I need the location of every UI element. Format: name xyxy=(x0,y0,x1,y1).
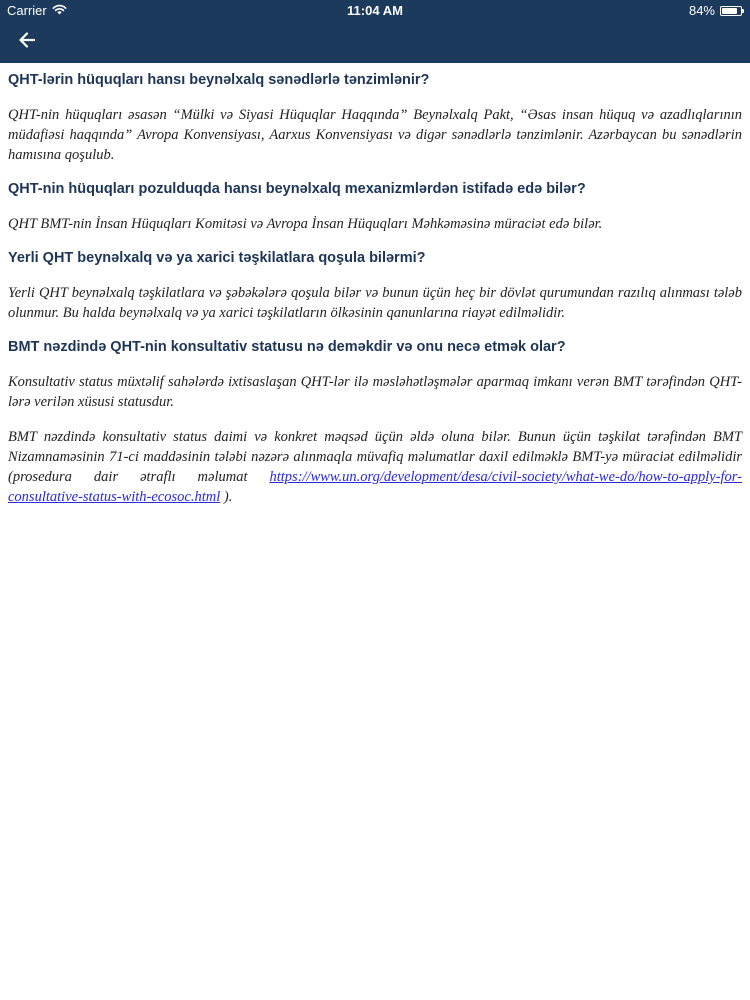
status-bar xyxy=(0,0,750,21)
faq-content xyxy=(8,63,742,521)
back-button[interactable] xyxy=(10,26,44,58)
question-heading: BMT nəzdində QHT-nin konsultativ statusu nə deməkdir və onu necə etmək olar? xyxy=(8,339,566,355)
question-heading: Yerli QHT beynəlxalq və ya xarici təşkilatlara qoşula bilərmi? xyxy=(8,250,426,266)
answer-text: QHT BMT-nin İnsan Hüquqları Komitəsi və Avropa İnsan Hüquqları Məhkəməsinə müraciət edə bilər. xyxy=(8,216,603,232)
battery-icon xyxy=(720,6,742,16)
answer-text-tail: ). xyxy=(220,489,233,505)
ecosoc-link[interactable]: https://www.un.org/development/desa/civil-society/what-we-do/how-to-apply-for-consultative-status-with-ecosoc.html xyxy=(8,469,742,505)
battery-level-fill xyxy=(722,8,737,14)
question-heading: QHT-nin hüquqları pozulduqda hansı beynəlxalq mexanizmlərdən istifadə edə bilər? xyxy=(8,181,586,197)
arrow-left-icon xyxy=(17,30,37,55)
carrier-label: Carrier xyxy=(7,3,47,18)
answer-text-with-link xyxy=(8,427,742,507)
battery-percent: 84% xyxy=(688,3,715,18)
battery-indicator xyxy=(689,3,742,18)
answer-text: Yerli QHT beynəlxalq təşkilatlara və şəbəkələrə qoşula bilər və bunun üçün heç bir dövlət qurumundan razılıq alınması tələb olunmur. Bu halda beynəlxalq və ya xarici təşkilatların ölkəsinin qanunlarına riayət edilməlidir. xyxy=(8,285,742,321)
navigation-bar xyxy=(0,21,750,63)
clock: 11:04 AM xyxy=(347,3,403,18)
battery-tip xyxy=(742,9,744,13)
question-heading: QHT-lərin hüquqları hansı beynəlxalq sənədlərlə tənzimlənir? xyxy=(8,72,430,88)
answer-text: QHT-nin hüquqları əsasən “Mülki və Siyasi Hüquqlar Haqqında” Beynəlxalq Pakt, “Əsas insan hüquq və azadlıqlarının müdafiəsi haqqında” Avropa Konvensiyası, Aarxus Konvensiyası və digər sənədlərlə tənzimlənir. Azərbaycan bu sənədlərin hamısına qoşulub. xyxy=(8,107,742,163)
answer-text: BMT nəzdində konsultativ status daimi və konkret məqsəd üçün əldə oluna bilər. Bunun üçün təşkilat tərəfindən BMT Nizamnaməsinin 71-ci maddəsinin tələbi nəzərə alınmaqla müvafiq məlumatlar daxil edilməklə BMT-yə müraciət edilməlidir (prosedura dair ətraflı məlumat xyxy=(8,429,742,485)
answer-text: Konsultativ status müxtəlif sahələrdə ixtisaslaşan QHT-lər ilə məsləhətləşmələr aparmaq imkanı verən BMT tərəfindən QHT-lərə verilən xüsusi statusdur. xyxy=(8,374,742,410)
